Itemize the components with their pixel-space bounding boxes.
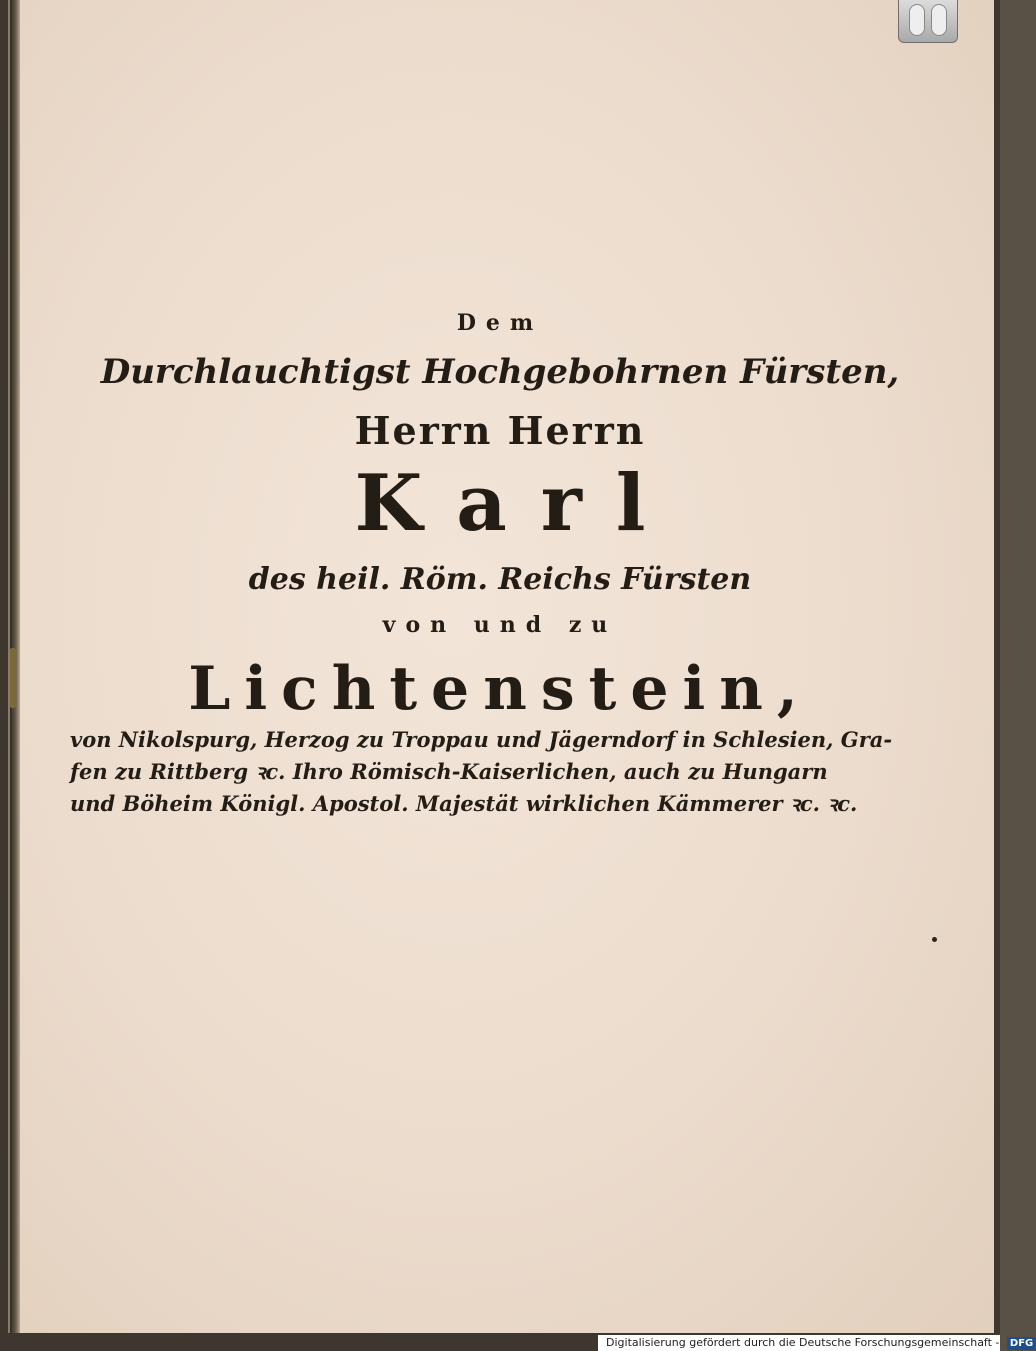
dfg-logo-icon[interactable]: DFG <box>1007 1337 1036 1350</box>
dedication-durchlauchtigst: Durchlauchtigst Hochgebohrnen Fürsten, <box>100 352 900 392</box>
dedication-lichtenstein: Lichtenstein, <box>188 654 812 724</box>
dedication-von-und-zu: von und zu <box>382 612 618 638</box>
digitization-footer <box>598 1335 1034 1351</box>
dedication-herrn: Herrn Herrn <box>354 408 646 453</box>
paper-speck <box>932 937 937 942</box>
dedication-dem: Dem <box>456 310 544 336</box>
titles-line: von Nikolspurg, Herzog zu Troppau und Jägerndorf in Schlesien, Gra- <box>70 727 893 752</box>
page-clip-icon <box>898 0 958 43</box>
titles-line: fen zu Rittberg ꝛc. Ihro Römisch-Kaiserlichen, auch zu Hungarn <box>70 759 828 784</box>
dedication-name-karl: Karl <box>354 458 680 549</box>
dedication-titles-paragraph <box>70 724 893 820</box>
titles-line: und Böheim Königl. Apostol. Majestät wirklichen Kämmerer ꝛc. ꝛc. <box>70 791 858 816</box>
dedication-reichs-fuersten: des heil. Röm. Reichs Fürsten <box>248 562 752 597</box>
dfg-credit-text: Digitalisierung gefördert durch die Deutsche Forschungsgemeinschaft - <box>606 1336 1000 1349</box>
